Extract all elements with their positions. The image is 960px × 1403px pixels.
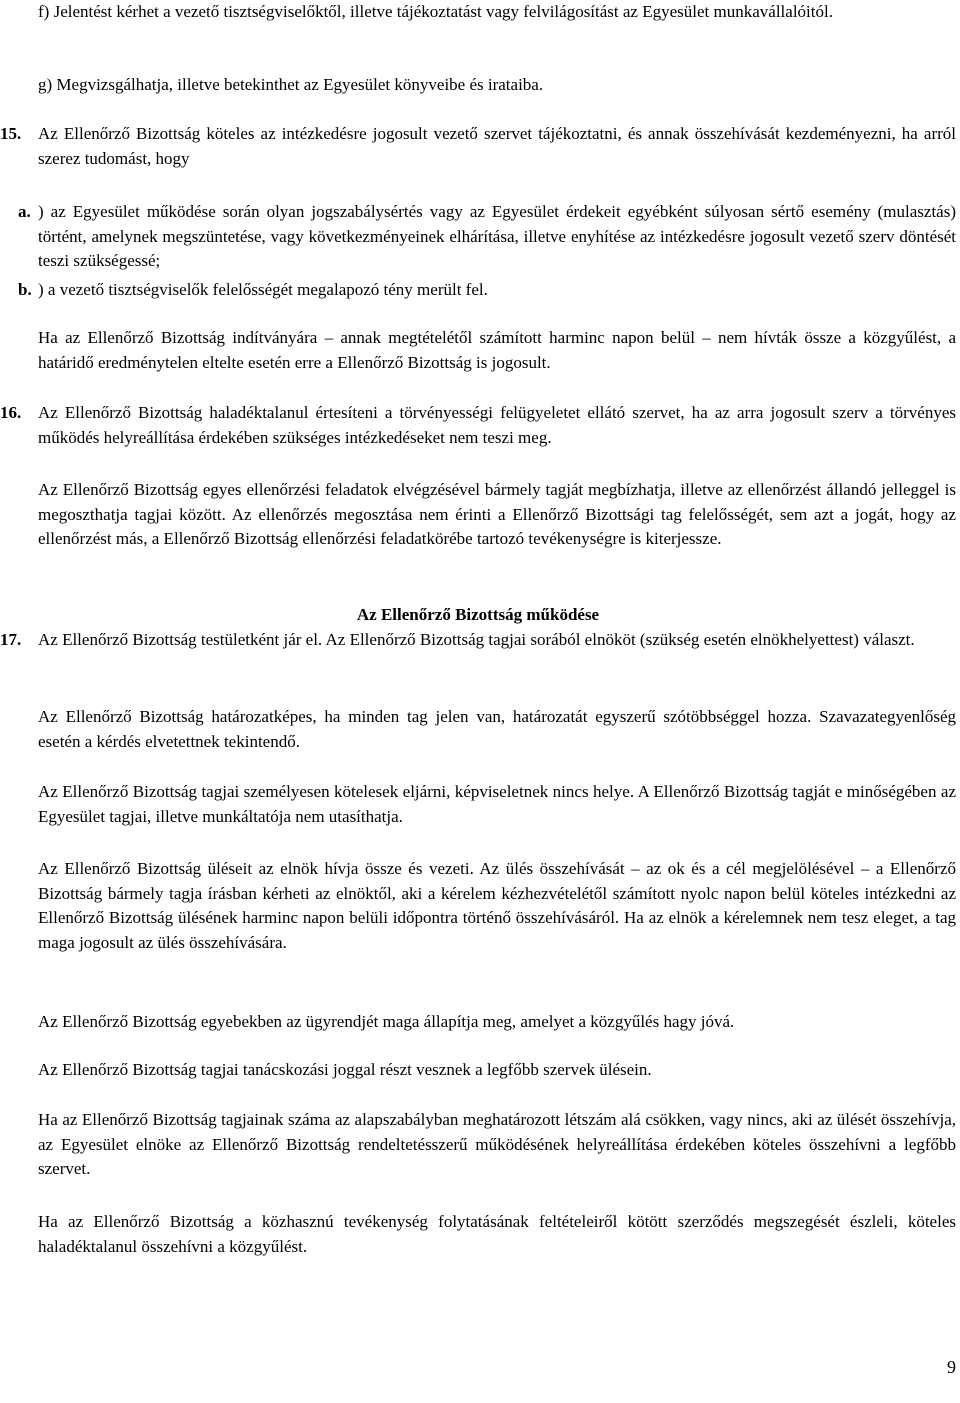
item-label: b. — [18, 280, 32, 299]
paragraph: Az Ellenőrző Bizottság tagjai személyesen kötelesek eljárni, képviseletnek nincs helye. A Ellenőrző Bizottság tagját e minőségében az Egyesület tagjai, illetve munkáltatója nem utasíthatja. — [38, 782, 956, 826]
item-text: ) a vezető tisztségviselők felelősségét megalapozó tény merült fel. — [38, 280, 488, 299]
paragraph: Az Ellenőrző Bizottság tagjai tanácskozási joggal részt vesznek a legfőbb szervek ülésein. — [38, 1060, 652, 1079]
item-g: g) Megvizsgálhatja, illetve betekinthet az Egyesület könyveibe és irataiba. — [38, 75, 544, 94]
page-number: 9 — [947, 1357, 956, 1377]
paragraph: Az Ellenőrző Bizottság egyebekben az ügyrendjét maga állapítja meg, amelyet a közgyűlés hagy jóvá. — [38, 1012, 735, 1031]
paragraph: Ha az Ellenőrző Bizottság indítványára – annak megtételétől számított harminc napon belül – nem hívták össze a közgyűlést, a határidő eredménytelen eltelte esetén erre a Ellenőrző Bizottság is jogosult. — [38, 328, 956, 372]
item-text: ) az Egyesület működése során olyan jogszabálysértés vagy az Egyesület érdekeit egyébként súlyosan sértő esemény (mulasztás) történt, amelynek megszüntetése, vagy következményeinek elhárítása, illetve enyhítése az intézkedésre jogosult vezető szerv döntését teszi szükségessé; — [38, 202, 956, 270]
paragraph: Az Ellenőrző Bizottság üléseit az elnök hívja össze és vezeti. Az ülés összehívását – az ok és a cél megjelölésével – a Ellenőrző Bizottság bármely tagja írásban kérheti az elnöktől, aki a kérelem kézhezvételétől számított nyolc napon belül köteles intézkedni az Ellenőrző Bizottság ülésének harminc napon belüli időpontra történő összehívásáról. Ha az elnök a kérelemnek nem tesz eleget, a tag maga jogosult az ülés összehívására. — [38, 859, 956, 952]
paragraph: Ha az Ellenőrző Bizottság tagjainak száma az alapszabályban meghatározott létszám alá csökken, vagy nincs, aki az ülését összehívja, az Egyesület elnöke az Ellenőrző Bizottság rendeltetésszerű működésének helyreállítása érdekében köteles összehívni a legfőbb szervet. — [38, 1110, 956, 1178]
item-label: a. — [18, 202, 31, 221]
paragraph: Ha az Ellenőrző Bizottság a közhasznú tevékenység folytatásának feltételeiről kötött szerződés megszegését észleli, köteles haladéktalanul összehívni a közgyűlést. — [38, 1212, 956, 1256]
paragraph: Az Ellenőrző Bizottság határozatképes, ha minden tag jelen van, határozatát egyszerű szótöbbséggel hozza. Szavazategyenlőség esetén a kérdés elvetettnek tekintendő. — [38, 707, 956, 751]
section-text: Az Ellenőrző Bizottság köteles az intézkedésre jogosult vezető szervet tájékoztatni, és annak összehívását kezdeményezni, ha arról szerez tudomást, hogy — [38, 124, 956, 168]
section-heading: Az Ellenőrző Bizottság működése — [356, 605, 600, 624]
section-number: 16. — [0, 403, 22, 422]
item-f: f) Jelentést kérhet a vezető tisztségviselőktől, illetve tájékoztatást vagy felvilágosítást az Egyesület munkavállalóitól. — [38, 2, 833, 21]
section-text: Az Ellenőrző Bizottság testületként jár el. Az Ellenőrző Bizottság tagjai sorából elnököt (szükség esetén elnökhelyettest) választ. — [38, 630, 915, 649]
section-number: 15. — [0, 124, 22, 143]
section-text: Az Ellenőrző Bizottság haladéktalanul értesíteni a törvényességi felügyeletet ellátó szervet, ha az arra jogosult szerv a törvényes működés helyreállítása érdekében szükséges intézkedéseket nem teszi meg. — [38, 403, 956, 447]
section-number: 17. — [0, 630, 22, 649]
paragraph: Az Ellenőrző Bizottság egyes ellenőrzési feladatok elvégzésével bármely tagját megbízhatja, illetve az ellenőrzést állandó jelleggel is megoszthatja tagjai között. Az ellenőrzés megosztása nem érinti a Ellenőrző Bizottsági tag felelősségét, sem azt a jogát, hogy az ellenőrzést más, a Ellenőrző Bizottság ellenőrzési feladatkörébe tartozó tevékenységre is kiterjessze. — [38, 480, 956, 548]
